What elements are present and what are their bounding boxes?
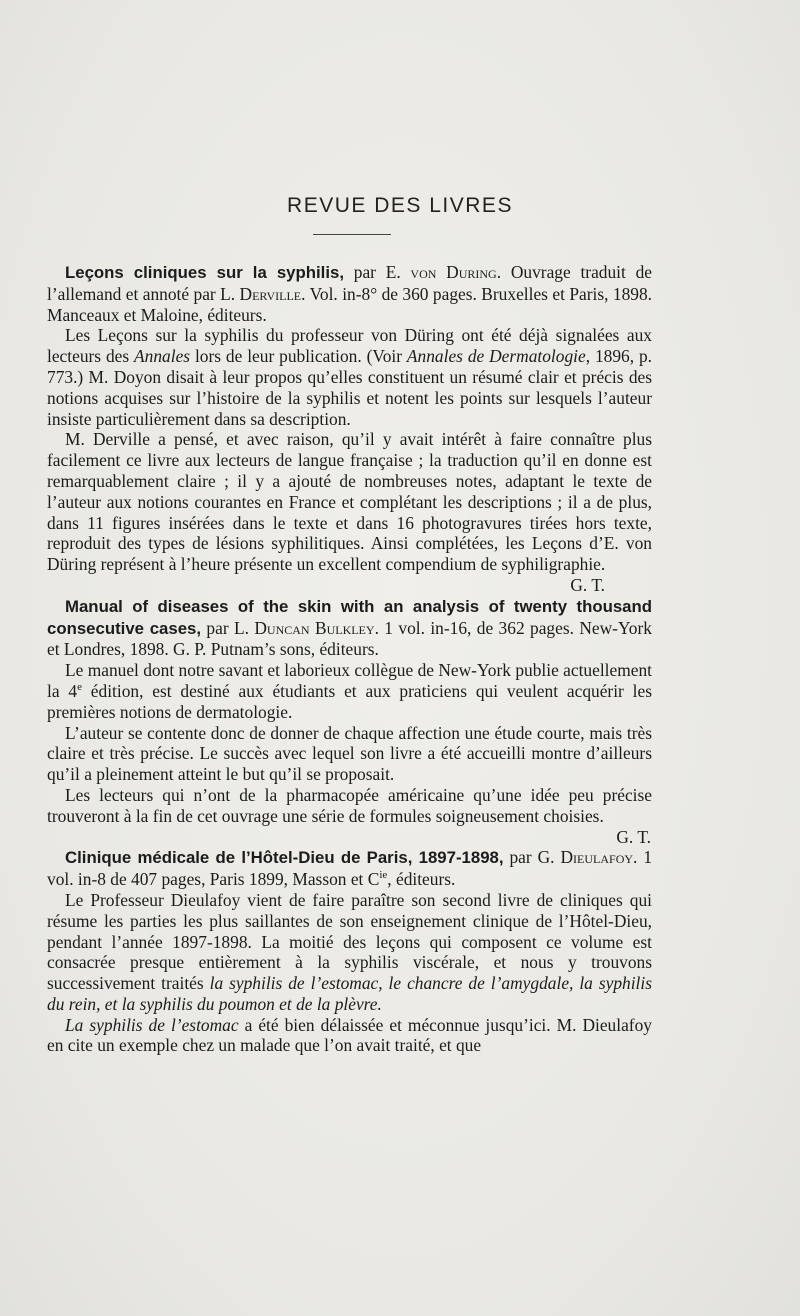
review-1-translator: Derville bbox=[239, 283, 302, 304]
review-3-paragraph-2: La syphilis de l’estomac a été bien délaissée et méconnue jusqu’ici. M. Dieulafoy en cite un exemple chez un malade que l’on avait traité, et que bbox=[47, 1014, 652, 1056]
review-3-title: Clinique médicale de l’Hôtel-Dieu de Paris, 1897-1898, bbox=[65, 848, 504, 868]
review-2-author: Duncan Bulkley bbox=[254, 617, 375, 638]
reviews-body bbox=[47, 262, 652, 1056]
review-2-heading: Manual of diseases of the skin with an analysis of twenty thousand consecutive cases, par L. Duncan Bulkley. 1 vol. in-16, de 362 pages. New-York et Londres, 1898. G. P. Putnam’s sons, éditeurs. bbox=[47, 596, 652, 660]
title-rule bbox=[313, 234, 391, 235]
review-1-author: von During bbox=[410, 262, 497, 282]
review-1-title: Leçons cliniques sur la syphilis, bbox=[65, 263, 344, 282]
review-1-heading: Leçons cliniques sur la syphilis, par E. von During. Ouvrage traduit de l’allemand et annoté par L. Derville. Vol. in-8° de 360 pages. Bruxelles et Paris, 1898. Manceaux et Maloine, éditeurs. bbox=[47, 262, 653, 325]
review-1-signature: G. T. bbox=[570, 574, 605, 595]
review-1-paragraph-2: M. Derville a pensé, et avec raison, qu’il y avait intérêt à faire connaître plus facilement ce livre aux lecteurs de langue française ; la traduction qu’il en donne est remarquablement claire ; il y a ajouté de nombreuses notes, adaptant le texte de l’auteur aux notions courantes en France et complétant les descriptions ; il a de plus, dans 11 figures insérées dans le texte et dans 16 photogravures tirées hors texte, reproduit des types de lésions syphilitiques. Ainsi complétées, les Leçons d’E. von Düring représent à l’heure présente un excellent compendium de syphiligraphie. bbox=[47, 429, 652, 575]
review-2-signature: G. T. bbox=[616, 826, 651, 847]
review-2-title: Manual of diseases of the skin with an analysis of twenty thousand consecutive cases, bbox=[47, 596, 652, 638]
review-2-paragraph-2: L’auteur se contente donc de donner de chaque affection une étude courte, mais très claire et très précise. Le succès avec lequel son livre a été accueilli montre d’ailleurs qu’il a pleinement atteint le but qu’il se proposait. bbox=[47, 722, 652, 785]
review-1-paragraph-1: Les Leçons sur la syphilis du professeur von Düring ont été déjà signalées aux lecteurs des Annales lors de leur publication. (Voir Annales de Dermatologie, 1896, p. 773.) M. Doyon disait à leur propos qu’elles constituent un résumé clair et précis des notions acquises sur l’histoire de la syphilis et notent les points sur lesquels l’auteur insiste particulièrement dans sa description. bbox=[47, 325, 653, 429]
section-title: REVUE DES LIVRES bbox=[287, 194, 513, 217]
review-3-heading: Clinique médicale de l’Hôtel-Dieu de Paris, 1897-1898, par G. Dieulafoy. 1 vol. in-8 de 407 pages, Paris 1899, Masson et $C^{ie}$, éditeurs. bbox=[47, 847, 653, 890]
review-2-paragraph-1: Le manuel dont notre savant et laborieux collègue de New-York publie actuellement la 4e édition, est destiné aux étudiants et aux praticiens qui veulent acquérir les premières notions de dermatologie. bbox=[47, 660, 652, 722]
review-3-author: Dieulafoy bbox=[560, 847, 634, 868]
review-3-paragraph-1: Le Professeur Dieulafoy vient de faire paraître son second livre de cliniques qui résume les parties les plus saillantes de son enseignement clinique de l’Hôtel-Dieu, pendant l’année 1897-1898. La moitié des leçons qui composent ce volume est consacrée presque entièrement à la syphilis viscérale, et nous y trouvons successivement traités la syphilis de l’estomac, le chancre de l’amygdale, la syphilis du rein, et la syphilis du poumon et de la plèvre. bbox=[47, 889, 652, 1014]
review-2-paragraph-3: Les lecteurs qui n’ont de la pharmacopée américaine qu’une idée peu précise trouveront à la fin de cet ouvrage une série de formules soigneusement choisies. G. T. bbox=[47, 784, 652, 847]
